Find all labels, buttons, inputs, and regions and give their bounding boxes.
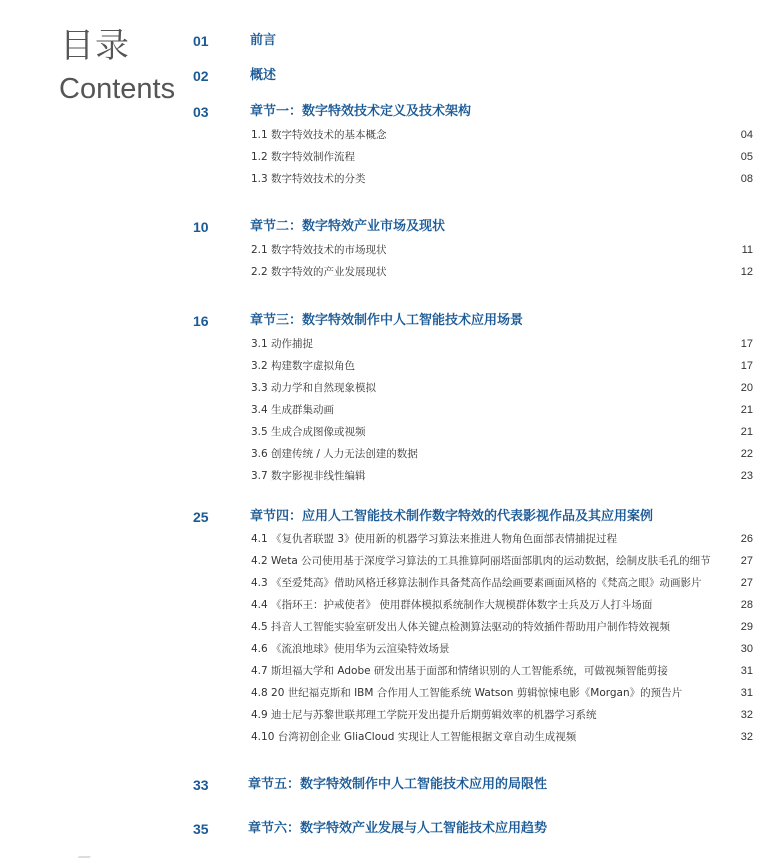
toc-entry[interactable] — [251, 553, 753, 569]
toc-entry-page: 23 — [740, 470, 753, 482]
toc-entry[interactable] — [251, 685, 753, 701]
toc-entry-label: 4.1 《复仇者联盟 3》使用新的机器学习算法来推进人物角色面部表情捕捉过程 — [251, 533, 618, 545]
toc-entry-page: 08 — [740, 173, 753, 185]
toc-entry-page: 30 — [740, 643, 753, 655]
toc-entry[interactable] — [251, 358, 753, 374]
toc-entry-label: 4.2 Weta 公司使用基于深度学习算法的工具推算阿丽塔面部肌肉的运动数据，绘制皮肤毛孔的细节 — [251, 555, 711, 567]
toc-entry-page: 31 — [740, 665, 753, 677]
toc-entry-label: 1.3 数字特效技术的分类 — [251, 173, 366, 185]
toc-entry-page: 29 — [740, 621, 753, 633]
toc-entry-label: 4.6 《流浪地球》使用华为云渲染特效场景 — [251, 643, 450, 655]
chapter-page-number: 10 — [193, 219, 209, 235]
chapter-page-number: 33 — [193, 777, 209, 793]
toc-entry-label: 3.4 生成群集动画 — [251, 404, 335, 416]
toc-entry[interactable] — [251, 531, 753, 547]
toc-entry[interactable] — [251, 575, 753, 591]
chapter-page-number: 01 — [193, 33, 209, 49]
toc-entry[interactable] — [251, 380, 753, 396]
toc-entry-page: 31 — [740, 687, 753, 699]
toc-entry-page: 05 — [740, 151, 753, 163]
chapter-page-number: 02 — [193, 68, 209, 84]
toc-entry[interactable] — [251, 424, 753, 440]
chapter-title[interactable]: 前言 — [250, 33, 277, 48]
toc-entry-page: 27 — [740, 555, 753, 567]
toc-entry-label: 3.3 动力学和自然现象模拟 — [251, 382, 377, 394]
chapter-title[interactable]: 章节一：数字特效技术定义及技术架构 — [250, 104, 472, 119]
toc-entry-label: 3.6 创建传统 / 人力无法创建的数据 — [251, 448, 418, 460]
toc-entry[interactable] — [251, 641, 753, 657]
toc-entry-page: 12 — [740, 266, 753, 278]
toc-entry-label: 4.4 《指环王：护戒使者》 使用群体模拟系统制作大规模群体数字士兵及万人打斗场面 — [251, 599, 653, 611]
toc-entry-label: 4.8 20 世纪福克斯和 IBM 合作用人工智能系统 Watson 剪辑惊悚电影《Morgan》的预告片 — [251, 687, 683, 699]
toc-entry-label: 3.2 构建数字虚拟角色 — [251, 360, 356, 372]
toc-entry[interactable] — [251, 336, 753, 352]
chapter-title[interactable]: 章节二：数字特效产业市场及现状 — [250, 219, 446, 234]
toc-entry[interactable] — [251, 468, 753, 484]
toc-entry-page: 21 — [740, 426, 753, 438]
toc-entry[interactable] — [251, 707, 753, 723]
toc-entry-label: 4.7 斯坦福大学和 Adobe 研发出基于面部和情绪识别的人工智能系统，可做视频智能剪接 — [251, 665, 668, 677]
toc-entry-label: 1.2 数字特效制作流程 — [251, 151, 356, 163]
toc-entry-label: 3.1 动作捕捉 — [251, 338, 314, 350]
toc-entry-page: 22 — [740, 448, 753, 460]
corner-decoration — [73, 856, 91, 866]
toc-entry[interactable] — [251, 242, 753, 258]
toc-entry-label: 2.2 数字特效的产业发展现状 — [251, 266, 387, 278]
toc-entry-label: 4.5 抖音人工智能实验室研发出人体关键点检测算法驱动的特效插件帮助用户制作特效视频 — [251, 621, 671, 633]
toc-entry-page: 32 — [740, 731, 753, 743]
toc-entry[interactable] — [251, 446, 753, 462]
toc-entry-page: 17 — [740, 338, 753, 350]
chapter-title[interactable]: 章节五：数字特效制作中人工智能技术应用的局限性 — [248, 777, 548, 792]
toc-entry-label: 1.1 数字特效技术的基本概念 — [251, 129, 387, 141]
toc-entry[interactable] — [251, 402, 753, 418]
chapter-page-number: 16 — [193, 313, 209, 329]
toc-entry-label: 3.7 数字影视非线性编辑 — [251, 470, 366, 482]
toc-entry-page: 17 — [740, 360, 753, 372]
toc-entry-page: 11 — [741, 244, 753, 256]
toc-entry[interactable] — [251, 171, 753, 187]
chapter-title[interactable]: 章节六：数字特效产业发展与人工智能技术应用趋势 — [248, 821, 548, 836]
chapter-title[interactable]: 章节四：应用人工智能技术制作数字特效的代表影视作品及其应用案例 — [250, 509, 654, 524]
toc-entry-page: 21 — [740, 404, 753, 416]
toc-entry[interactable] — [251, 149, 753, 165]
chapter-page-number: 25 — [193, 509, 209, 525]
toc-entry-label: 4.10 台湾初创企业 GliaCloud 实现让人工智能根据文章自动生成视频 — [251, 731, 577, 743]
toc-entry-page: 20 — [740, 382, 753, 394]
toc-entry[interactable] — [251, 729, 753, 745]
chapter-page-number: 03 — [193, 104, 209, 120]
toc-entry[interactable] — [251, 127, 753, 143]
chapter-title[interactable]: 章节三：数字特效制作中人工智能技术应用场景 — [250, 313, 524, 328]
toc-entry[interactable] — [251, 264, 753, 280]
toc-entry-label: 4.3 《至爱梵高》借助风格迁移算法制作具备梵高作品绘画要素画面风格的《梵高之眼》动画影片 — [251, 577, 702, 589]
toc-entry-page: 26 — [740, 533, 753, 545]
toc-entry-page: 27 — [740, 577, 753, 589]
page-title-chinese: 目录 — [60, 26, 130, 66]
toc-entry-label: 3.5 生成合成图像或视频 — [251, 426, 366, 438]
chapter-title[interactable]: 概述 — [250, 68, 277, 83]
toc-entry[interactable] — [251, 619, 753, 635]
toc-entry-page: 04 — [740, 129, 753, 141]
toc-entry[interactable] — [251, 663, 753, 679]
toc-entry-page: 28 — [740, 599, 753, 611]
toc-entry-page: 32 — [740, 709, 753, 721]
toc-entry-label: 4.9 迪士尼与苏黎世联邦理工学院开发出提升后期剪辑效率的机器学习系统 — [251, 709, 597, 721]
page-title-english: Contents — [59, 73, 176, 105]
toc-entry-label: 2.1 数字特效技术的市场现状 — [251, 244, 387, 256]
toc-entry[interactable] — [251, 597, 753, 613]
chapter-page-number: 35 — [193, 821, 209, 837]
